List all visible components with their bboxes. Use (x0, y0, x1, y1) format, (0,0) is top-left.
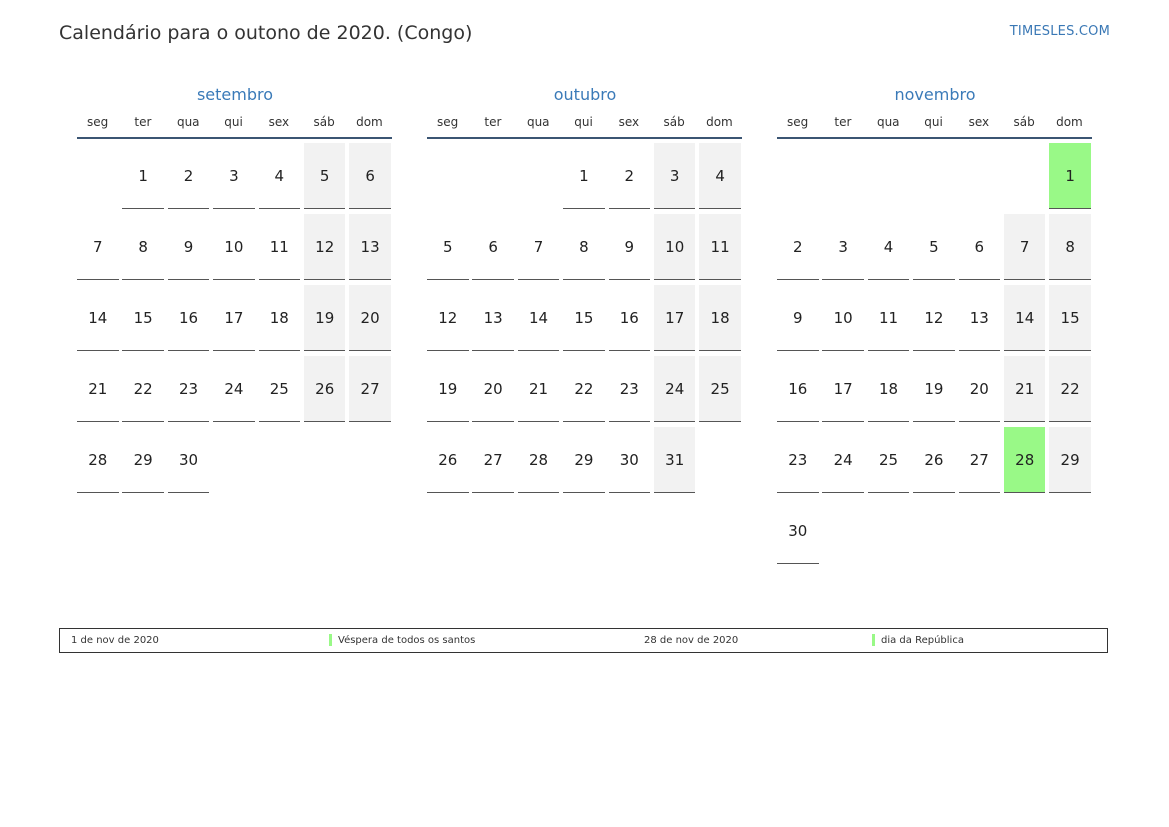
month-september (75, 84, 395, 493)
empty-cell (777, 143, 819, 209)
weekday-header (775, 114, 1095, 130)
day-cell[interactable]: 15 (1049, 285, 1091, 351)
month-october (425, 84, 745, 493)
day-cell[interactable]: 28 (518, 427, 560, 493)
day-cell[interactable]: 20 (349, 285, 391, 351)
day-cell[interactable]: 27 (959, 427, 1001, 493)
weekday-label: sex (268, 115, 290, 129)
day-cell[interactable]: 18 (868, 356, 910, 422)
month-november (775, 84, 1095, 564)
day-cell[interactable]: 23 (609, 356, 651, 422)
day-cell[interactable]: 4 (868, 214, 910, 280)
day-grid (427, 143, 745, 493)
holiday-day-cell[interactable]: 28 (1004, 427, 1046, 493)
day-cell[interactable]: 19 (913, 356, 955, 422)
day-cell[interactable]: 28 (77, 427, 119, 493)
day-cell[interactable]: 11 (259, 214, 301, 280)
day-cell[interactable]: 30 (777, 498, 819, 564)
weekday-label: sáb (313, 115, 335, 129)
weekday-label: qui (924, 115, 943, 129)
day-cell[interactable]: 22 (122, 356, 164, 422)
day-cell[interactable]: 14 (1004, 285, 1046, 351)
empty-cell (472, 143, 514, 209)
day-cell[interactable]: 19 (427, 356, 469, 422)
day-cell[interactable]: 4 (259, 143, 301, 209)
day-cell[interactable]: 21 (1004, 356, 1046, 422)
day-cell[interactable]: 14 (518, 285, 560, 351)
day-grid (777, 143, 1095, 564)
brand-link[interactable]: TIMESLES.COM (1009, 24, 1110, 39)
day-cell[interactable]: 21 (518, 356, 560, 422)
legend-color-marker (872, 634, 875, 646)
weekday-header (425, 114, 745, 130)
legend-holiday-name: dia da República (881, 635, 964, 646)
day-cell[interactable]: 18 (259, 285, 301, 351)
day-cell[interactable]: 30 (609, 427, 651, 493)
header-divider (427, 137, 742, 139)
empty-cell (1004, 143, 1046, 209)
day-cell[interactable]: 17 (213, 285, 255, 351)
legend-color-marker (329, 634, 332, 646)
weekday-label: dom (1056, 115, 1083, 129)
day-cell[interactable]: 3 (213, 143, 255, 209)
weekday-label: ter (484, 115, 502, 129)
holiday-legend (59, 628, 1108, 653)
day-cell[interactable]: 12 (427, 285, 469, 351)
empty-cell (868, 143, 910, 209)
weekday-label: qui (224, 115, 243, 129)
day-cell[interactable]: 20 (959, 356, 1001, 422)
weekday-label: ter (134, 115, 152, 129)
day-cell[interactable]: 1 (122, 143, 164, 209)
day-cell[interactable]: 13 (959, 285, 1001, 351)
empty-cell (77, 143, 119, 209)
day-cell[interactable]: 1 (563, 143, 605, 209)
day-cell[interactable]: 5 (913, 214, 955, 280)
day-cell[interactable]: 9 (777, 285, 819, 351)
weekday-label: qua (176, 115, 200, 129)
day-cell[interactable]: 19 (304, 285, 346, 351)
day-cell[interactable]: 23 (777, 427, 819, 493)
day-cell[interactable]: 7 (518, 214, 560, 280)
day-cell[interactable]: 27 (349, 356, 391, 422)
weekday-label: seg (437, 115, 459, 129)
day-cell[interactable]: 15 (122, 285, 164, 351)
day-cell[interactable]: 22 (1049, 356, 1091, 422)
day-cell[interactable]: 29 (122, 427, 164, 493)
day-cell[interactable]: 26 (913, 427, 955, 493)
day-cell[interactable]: 25 (699, 356, 741, 422)
day-cell[interactable]: 10 (213, 214, 255, 280)
day-cell[interactable]: 7 (1004, 214, 1046, 280)
day-cell[interactable]: 2 (777, 214, 819, 280)
legend-date: 1 de nov de 2020 (71, 635, 159, 646)
empty-cell (822, 143, 864, 209)
day-grid (77, 143, 395, 493)
day-cell[interactable]: 26 (427, 427, 469, 493)
legend-date: 28 de nov de 2020 (644, 635, 739, 646)
day-cell[interactable]: 21 (77, 356, 119, 422)
day-cell[interactable]: 13 (472, 285, 514, 351)
day-cell[interactable]: 14 (77, 285, 119, 351)
holiday-day-cell[interactable]: 1 (1049, 143, 1091, 209)
month-name: setembro (196, 85, 274, 104)
day-cell[interactable]: 17 (822, 356, 864, 422)
weekday-label: qua (876, 115, 900, 129)
day-cell[interactable]: 5 (304, 143, 346, 209)
day-cell[interactable]: 29 (1049, 427, 1091, 493)
day-cell[interactable]: 11 (699, 214, 741, 280)
day-cell[interactable]: 24 (654, 356, 696, 422)
header-divider (777, 137, 1092, 139)
day-cell[interactable]: 16 (168, 285, 210, 351)
weekday-label: dom (706, 115, 733, 129)
day-cell[interactable]: 6 (959, 214, 1001, 280)
day-cell[interactable]: 13 (349, 214, 391, 280)
empty-cell (959, 143, 1001, 209)
day-cell[interactable]: 3 (822, 214, 864, 280)
day-cell[interactable]: 12 (913, 285, 955, 351)
day-cell[interactable]: 25 (868, 427, 910, 493)
day-cell[interactable]: 4 (699, 143, 741, 209)
weekday-label: sex (968, 115, 990, 129)
day-cell[interactable]: 6 (349, 143, 391, 209)
weekday-header (75, 114, 395, 130)
day-cell[interactable]: 11 (868, 285, 910, 351)
day-cell[interactable]: 25 (259, 356, 301, 422)
day-cell[interactable]: 24 (213, 356, 255, 422)
day-cell[interactable]: 12 (304, 214, 346, 280)
day-cell[interactable]: 18 (699, 285, 741, 351)
weekday-label: qui (574, 115, 593, 129)
day-cell[interactable]: 30 (168, 427, 210, 493)
day-cell[interactable]: 3 (654, 143, 696, 209)
day-cell[interactable]: 20 (472, 356, 514, 422)
day-cell[interactable]: 6 (472, 214, 514, 280)
weekday-label: sáb (663, 115, 685, 129)
day-cell[interactable]: 16 (777, 356, 819, 422)
weekday-label: seg (87, 115, 109, 129)
day-cell[interactable]: 8 (122, 214, 164, 280)
weekday-label: dom (356, 115, 383, 129)
day-cell[interactable]: 24 (822, 427, 864, 493)
weekday-label: sex (618, 115, 640, 129)
day-cell[interactable]: 8 (1049, 214, 1091, 280)
month-name: novembro (894, 85, 976, 104)
weekday-label: seg (787, 115, 809, 129)
day-cell[interactable]: 29 (563, 427, 605, 493)
day-cell[interactable]: 10 (654, 214, 696, 280)
day-cell[interactable]: 16 (609, 285, 651, 351)
day-cell[interactable]: 27 (472, 427, 514, 493)
empty-cell (518, 143, 560, 209)
day-cell[interactable]: 31 (654, 427, 696, 493)
day-cell[interactable]: 26 (304, 356, 346, 422)
day-cell[interactable]: 10 (822, 285, 864, 351)
legend-holiday-name: Véspera de todos os santos (338, 635, 476, 646)
weekday-label: qua (526, 115, 550, 129)
day-cell[interactable]: 22 (563, 356, 605, 422)
day-cell[interactable]: 2 (168, 143, 210, 209)
month-name: outubro (553, 85, 617, 104)
weekday-label: sáb (1013, 115, 1035, 129)
day-cell[interactable]: 5 (427, 214, 469, 280)
empty-cell (427, 143, 469, 209)
day-cell[interactable]: 15 (563, 285, 605, 351)
empty-cell (913, 143, 955, 209)
day-cell[interactable]: 9 (168, 214, 210, 280)
page-title: Calendário para o outono de 2020. (Congo) (59, 22, 473, 44)
day-cell[interactable]: 17 (654, 285, 696, 351)
header-divider (77, 137, 392, 139)
day-cell[interactable]: 2 (609, 143, 651, 209)
weekday-label: ter (834, 115, 852, 129)
day-cell[interactable]: 9 (609, 214, 651, 280)
day-cell[interactable]: 23 (168, 356, 210, 422)
day-cell[interactable]: 8 (563, 214, 605, 280)
day-cell[interactable]: 7 (77, 214, 119, 280)
